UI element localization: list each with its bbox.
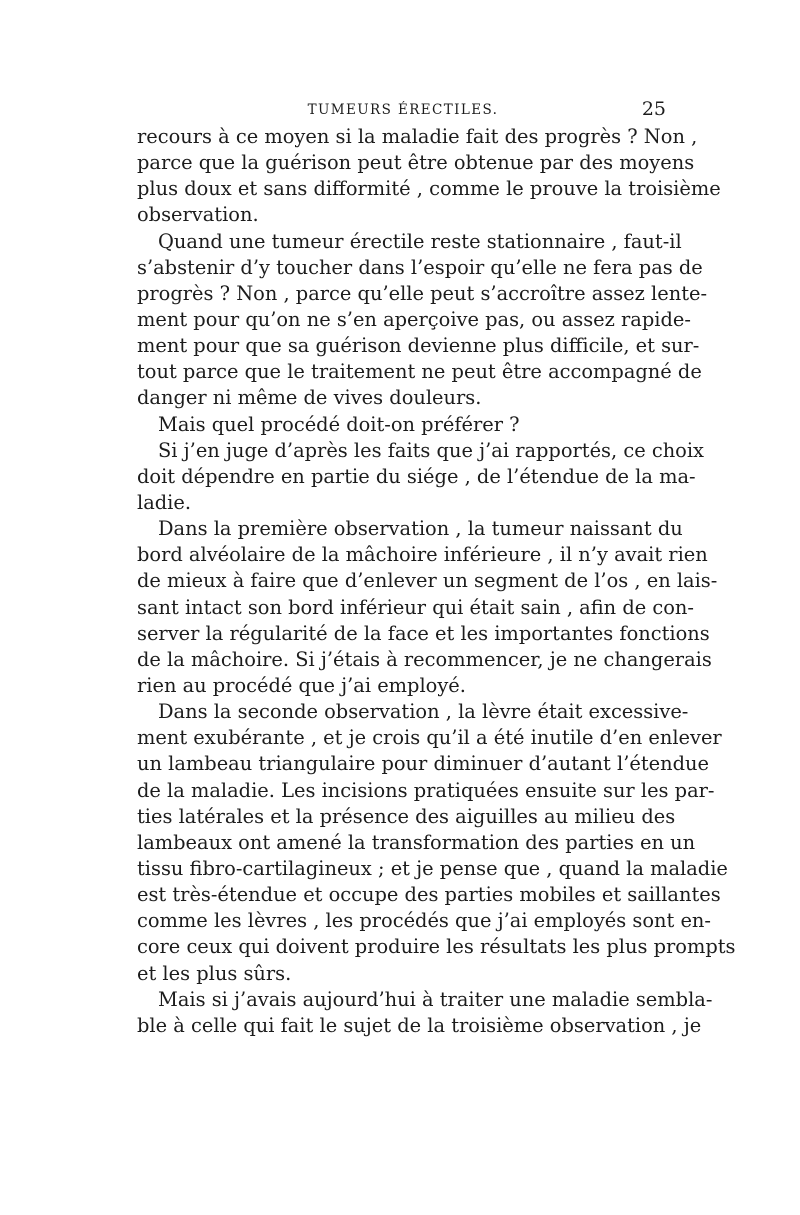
text-line: Si j’en juge d’après les faits que j’ai rapportés, ce choix [158,438,704,462]
text-line: danger ni même de vives douleurs. [137,386,482,410]
running-title: TUMEURS ÉRECTILES. [307,102,499,118]
text-line: recours à ce moyen si la maladie fait des progrès ? Non , [137,125,698,148]
text-line: server la régularité de la face et les importantes fonctions [137,621,710,645]
text-line: de mieux à faire que d’enlever un segment de l’os , en lais- [137,569,718,593]
text-line: observation. [137,203,259,227]
text-line: est très-étendue et occupe des parties mobiles et saillantes [137,883,721,907]
page-number: 25 [641,98,666,120]
text-line: lambeaux ont amené la transformation des parties en un [137,830,696,854]
text-line: ble à celle qui fait le sujet de la troisième observation , je [137,1013,702,1037]
text-line: ment exubérante , et je crois qu’il a été inutile d’en enlever [137,726,722,750]
body-text [137,124,736,1039]
text-line: progrès ? Non , parce qu’elle peut s’accroître assez lente- [137,281,708,305]
text-line: doit dépendre en partie du siége , de l’étendue de la ma- [137,464,696,488]
text-line: ties latérales et la présence des aiguilles au milieu des [137,804,676,828]
text-line: un lambeau triangulaire pour diminuer d’autant l’étendue [137,752,709,776]
text-line: Dans la seconde observation , la lèvre était excessive- [158,700,689,724]
text-line: rien au procédé que j’ai employé. [137,673,466,697]
text-line: ment pour qu’on ne s’en aperçoive pas, ou assez rapide- [137,307,691,331]
text-line: bord alvéolaire de la mâchoire inférieure , il n’y avait rien [137,543,708,567]
text-line: sant intact son bord inférieur qui était sain , afin de con- [137,595,694,619]
text-line: de la mâchoire. Si j’étais à recommencer, je ne changerais [137,647,712,671]
text-line: Dans la première observation , la tumeur naissant du [158,517,683,541]
text-line: tout parce que le traitement ne peut être accompagné de [137,360,702,384]
text-line: de la maladie. Les incisions pratiquées ensuite sur les par- [137,778,715,802]
text-line: Quand une tumeur érectile reste stationnaire , faut-il [158,229,682,253]
text-line: Mais si j’avais aujourd’hui à traiter une maladie sembla- [158,987,713,1011]
text-line: Mais quel procédé doit-on préférer ? [158,412,520,436]
text-line: ladie. [137,490,192,514]
text-line: plus doux et sans difformité , comme le prouve la troisième [137,177,721,201]
text-line: tissu fibro-cartilagineux ; et je pense que , quand la maladie [137,856,728,880]
text-line: s’abstenir d’y toucher dans l’espoir qu’elle ne fera pas de [137,255,703,279]
text-line: core ceux qui doivent produire les résultats les plus prompts [137,935,736,959]
text-line: parce que la guérison peut être obtenue par des moyens [137,151,695,175]
running-head [138,100,668,120]
text-line: comme les lèvres , les procédés que j’ai employés sont en- [137,909,711,933]
text-line: et les plus sûrs. [137,961,292,985]
text-line: ment pour que sa guérison devienne plus difficile, et sur- [137,334,700,358]
